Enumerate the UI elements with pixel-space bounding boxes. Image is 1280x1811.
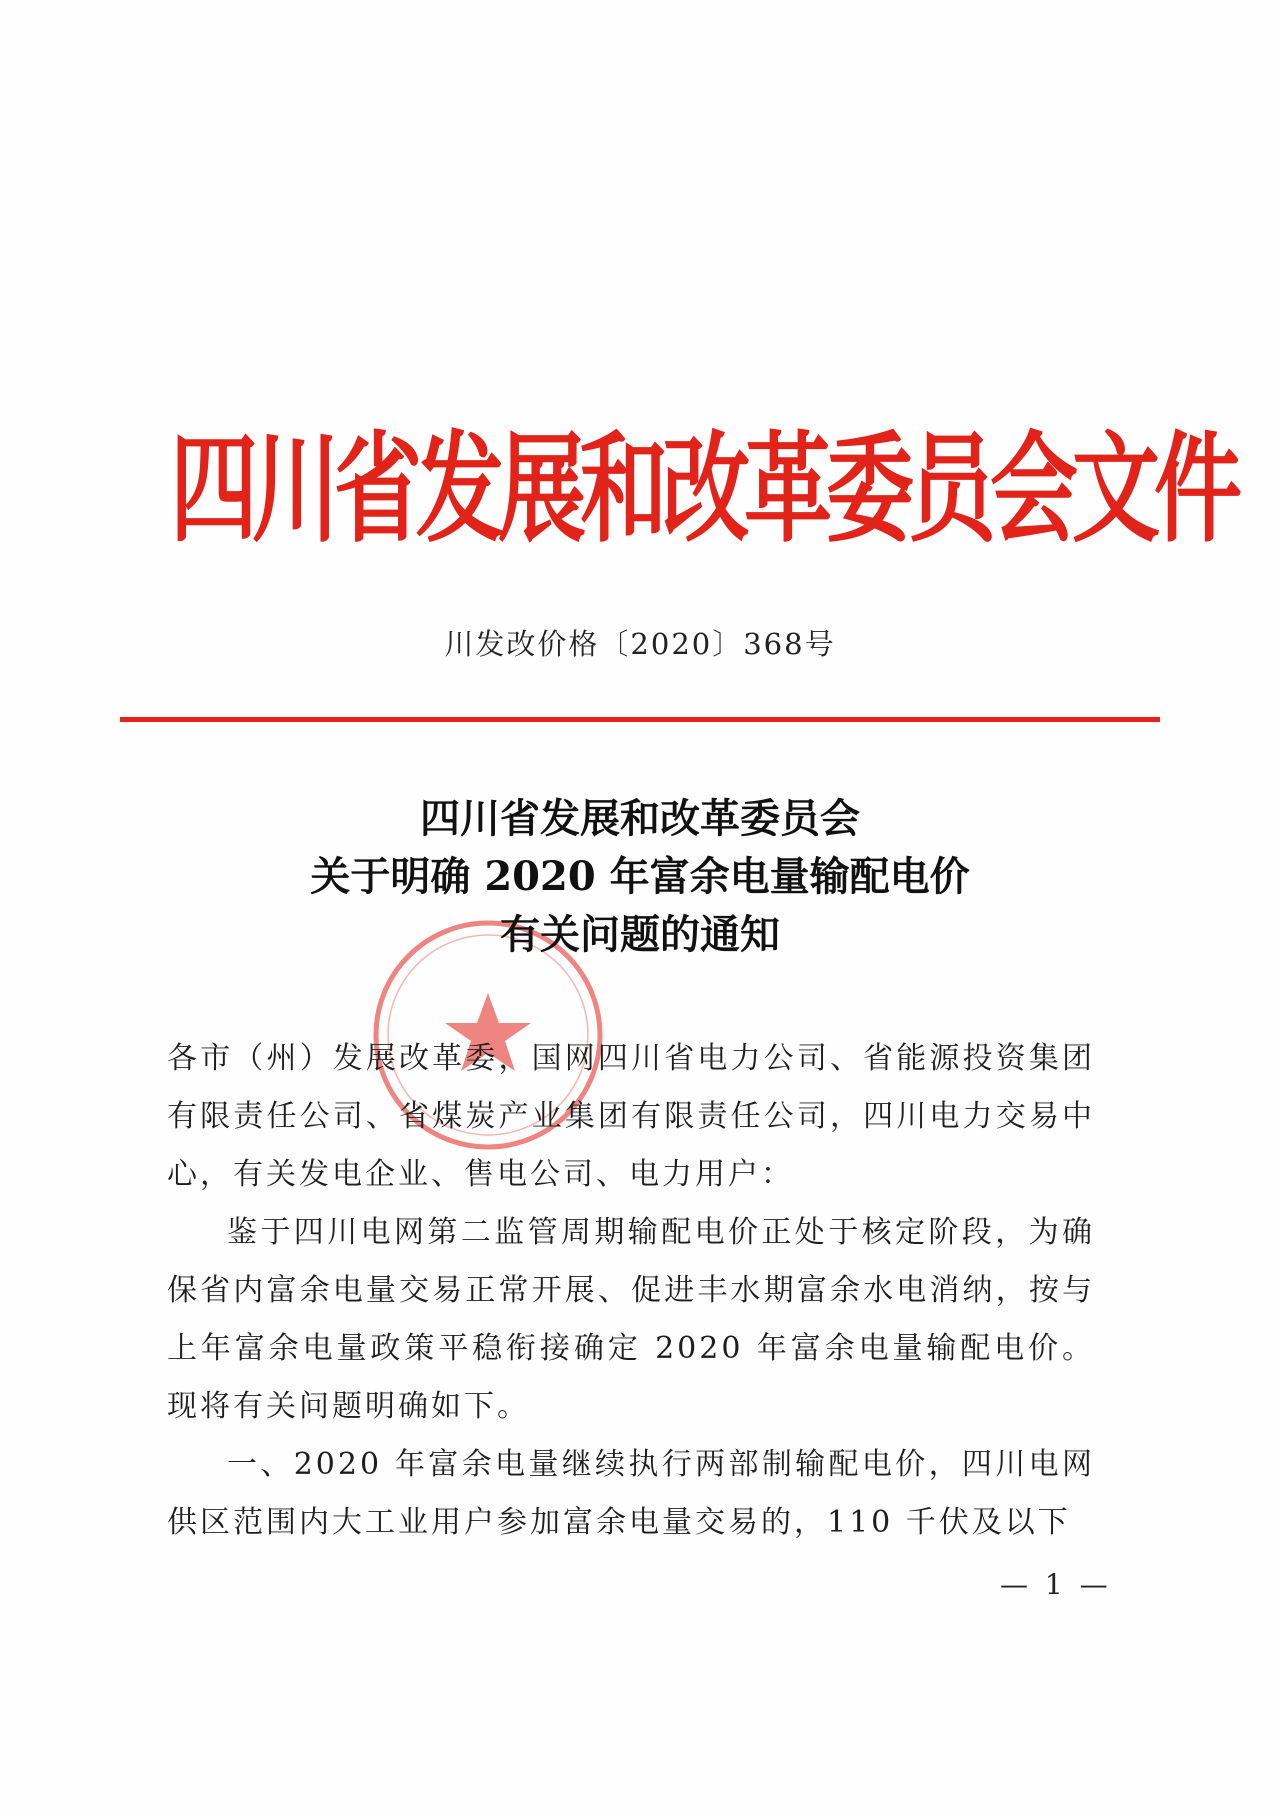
page-number: — 1 — — [1000, 1568, 1112, 1601]
red-divider-line — [120, 717, 1160, 722]
notice-title — [0, 790, 1280, 964]
notice-body — [167, 1030, 1095, 1552]
masthead-title: 四川省发展和改革委员会文件 — [170, 419, 1237, 559]
title-line-2: 关于明确 2020 年富余电量输配电价 — [310, 853, 970, 900]
body-paragraph-2: 一、2020 年富余电量继续执行两部制输配电价，四川电网供区范围内大工业用户参加富余电量交易的，110 千伏及以下 — [167, 1447, 1095, 1540]
document-number: 川发改价格〔2020〕368号 — [444, 627, 836, 661]
addressee-paragraph: 各市（州）发展改革委，国网四川省电力公司、省能源投资集团有限责任公司、省煤炭产业集团有限责任公司，四川电力交易中心，有关发电企业、售电公司、电力用户： — [167, 1041, 1095, 1192]
body-paragraph-1: 鉴于四川电网第二监管周期输配电价正处于核定阶段，为确保省内富余电量交易正常开展、促进丰水期富余水电消纳，按与上年富余电量政策平稳衔接确定 2020 年富余电量输配电价。现将有关问题明确如下。 — [167, 1215, 1095, 1424]
title-line-1: 四川省发展和改革委员会 — [420, 795, 860, 842]
title-line-3: 有关问题的通知 — [500, 911, 780, 958]
